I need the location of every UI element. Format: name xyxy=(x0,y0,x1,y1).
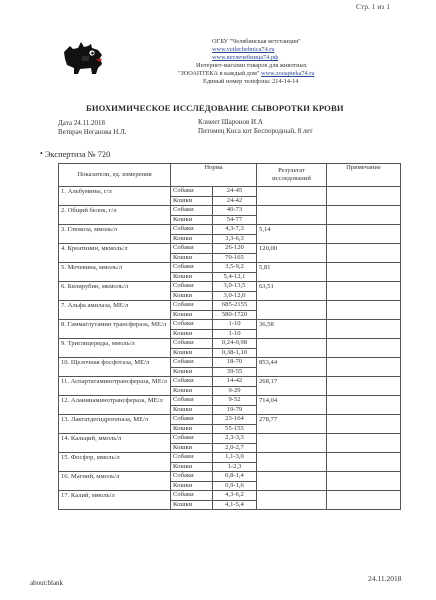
indicator-name: 12. Аланинаминотрансфераза, МЕ/л xyxy=(59,396,171,415)
norm-dogs: 9-52 xyxy=(213,396,257,406)
document-title: БИОХИМИЧЕСКОЕ ИССЛЕДОВАНИЕ СЫВОРОТКИ КРОВИ xyxy=(86,103,344,113)
footer-url: about:blank xyxy=(30,579,64,587)
species-cats: Кошки xyxy=(171,329,213,339)
table-row xyxy=(59,244,401,254)
norm-cats: 3,0-12,0 xyxy=(213,291,257,301)
table-row xyxy=(59,472,401,482)
norm-dogs: 40-73 xyxy=(213,206,257,216)
header-note: Примечание xyxy=(327,164,401,187)
result-value: 714,04 xyxy=(257,396,327,415)
species-cats: Кошки xyxy=(171,234,213,244)
indicator-name: 6. Билирубин, мкмоль/л xyxy=(59,282,171,301)
note-cell xyxy=(327,320,401,339)
client-name: Клиент Шаронов И.А xyxy=(198,118,263,126)
species-dogs: Собаки xyxy=(171,187,213,197)
species-dogs: Собаки xyxy=(171,206,213,216)
indicator-name: 9. Триглицериды, ммоль/л xyxy=(59,339,171,358)
indicator-name: 14. Кальций, ммоль/л xyxy=(59,434,171,453)
note-cell xyxy=(327,206,401,225)
norm-dogs: 4,3-7,3 xyxy=(213,225,257,235)
pet-info: Питомец Киса кот Беспородный, 8 лет xyxy=(198,127,313,135)
header-result: Результат исследований xyxy=(257,164,327,187)
indicator-name: 3. Глюкоза, ммоль/л xyxy=(59,225,171,244)
table-row xyxy=(59,491,401,501)
norm-dogs: 4,3-6,2 xyxy=(213,491,257,501)
species-dogs: Собаки xyxy=(171,339,213,349)
norm-cats: 9-29 xyxy=(213,386,257,396)
species-dogs: Собаки xyxy=(171,282,213,292)
note-cell xyxy=(327,282,401,301)
species-cats: Кошки xyxy=(171,272,213,282)
norm-dogs: 1-10 xyxy=(213,320,257,330)
scottish-terrier-logo-icon xyxy=(58,38,108,78)
species-dogs: Собаки xyxy=(171,453,213,463)
expertise-number: Экспертиза № 720 xyxy=(45,150,111,159)
table-row xyxy=(59,320,401,330)
note-cell xyxy=(327,187,401,206)
norm-dogs: 18-70 xyxy=(213,358,257,368)
result-value: 63,51 xyxy=(257,282,327,301)
species-cats: Кошки xyxy=(171,310,213,320)
species-dogs: Собаки xyxy=(171,491,213,501)
result-value: 278,77 xyxy=(257,415,327,434)
norm-dogs: 3,0-13,5 xyxy=(213,282,257,292)
species-cats: Кошки xyxy=(171,500,213,510)
result-value xyxy=(257,206,327,225)
footer-date: 24.11.2018 xyxy=(368,574,402,583)
species-cats: Кошки xyxy=(171,291,213,301)
species-dogs: Собаки xyxy=(171,472,213,482)
species-dogs: Собаки xyxy=(171,358,213,368)
table-row xyxy=(59,225,401,235)
result-value xyxy=(257,453,327,472)
species-cats: Кошки xyxy=(171,215,213,225)
indicator-name: 7. Альфа амилаза, МЕ/л xyxy=(59,301,171,320)
species-dogs: Собаки xyxy=(171,244,213,254)
result-value: 268,17 xyxy=(257,377,327,396)
species-dogs: Собаки xyxy=(171,320,213,330)
indicator-name: 1. Альбумины, г/л xyxy=(59,187,171,206)
norm-cats: 3,3-6,3 xyxy=(213,234,257,244)
norm-cats: 24-42 xyxy=(213,196,257,206)
exam-date: Дата 24.11.2018 xyxy=(58,119,105,127)
norm-dogs: 24-45 xyxy=(213,187,257,197)
result-value xyxy=(257,472,327,491)
species-cats: Кошки xyxy=(171,405,213,415)
clinic-site-rf-link[interactable]: www.ветлечебница74.рф xyxy=(212,54,279,61)
species-dogs: Собаки xyxy=(171,301,213,311)
result-value: 36,58 xyxy=(257,320,327,339)
species-cats: Кошки xyxy=(171,424,213,434)
table-row xyxy=(59,301,401,311)
norm-dogs: 685-2155 xyxy=(213,301,257,311)
clinic-phone: Единый номер телефона: 214-14-14 xyxy=(203,78,299,85)
norm-cats: 4,1-5,4 xyxy=(213,500,257,510)
note-cell xyxy=(327,225,401,244)
species-cats: Кошки xyxy=(171,196,213,206)
indicator-name: 17. Калий, ммоль/л xyxy=(59,491,171,510)
species-dogs: Собаки xyxy=(171,396,213,406)
note-cell xyxy=(327,377,401,396)
table-row xyxy=(59,396,401,406)
result-value xyxy=(257,187,327,206)
indicator-name: 10. Щелочная фосфотаза, МЕ/л xyxy=(59,358,171,377)
note-cell xyxy=(327,301,401,320)
note-cell xyxy=(327,472,401,491)
note-cell xyxy=(327,396,401,415)
norm-dogs: 0,24-0,98 xyxy=(213,339,257,349)
species-cats: Кошки xyxy=(171,367,213,377)
norm-cats: 70-165 xyxy=(213,253,257,263)
note-cell xyxy=(327,491,401,510)
table-row xyxy=(59,282,401,292)
norm-dogs: 14-42 xyxy=(213,377,257,387)
norm-cats: 55-155 xyxy=(213,424,257,434)
bullet-mark: • xyxy=(40,149,43,158)
norm-cats: 5,4-12,1 xyxy=(213,272,257,282)
table-row xyxy=(59,187,401,197)
norm-cats: 0,9-1,6 xyxy=(213,481,257,491)
indicator-name: 8. Гаммаглутамин трансфераза, МЕ/л xyxy=(59,320,171,339)
species-cats: Кошки xyxy=(171,462,213,472)
indicator-name: 5. Мочевина, ммоль/л xyxy=(59,263,171,282)
table-row xyxy=(59,263,401,273)
norm-dogs: 3,5-9,2 xyxy=(213,263,257,273)
norm-dogs: 23-164 xyxy=(213,415,257,425)
indicator-name: 4. Креатинин, мкмоль/л xyxy=(59,244,171,263)
result-value: 5,81 xyxy=(257,263,327,282)
indicator-name: 13. Лактатдегидрогеназа, МЕ/л xyxy=(59,415,171,434)
species-dogs: Собаки xyxy=(171,415,213,425)
species-dogs: Собаки xyxy=(171,263,213,273)
result-value: 120,00 xyxy=(257,244,327,263)
result-value xyxy=(257,301,327,320)
species-cats: Кошки xyxy=(171,481,213,491)
note-cell xyxy=(327,415,401,434)
species-cats: Кошки xyxy=(171,348,213,358)
note-cell xyxy=(327,434,401,453)
table-row xyxy=(59,206,401,216)
result-value xyxy=(257,339,327,358)
norm-cats: 0,38-1,10 xyxy=(213,348,257,358)
table-row xyxy=(59,453,401,463)
species-dogs: Собаки xyxy=(171,225,213,235)
norm-dogs: 26-120 xyxy=(213,244,257,254)
norm-dogs: 1,1-3,0 xyxy=(213,453,257,463)
norm-cats: 39-55 xyxy=(213,367,257,377)
table-row xyxy=(59,377,401,387)
indicator-name: 11. Аспартатаминотрансфераза, МЕ/л xyxy=(59,377,171,396)
zoo-site-link[interactable]: www.zooapteka74.ru xyxy=(261,70,315,77)
result-value: 5,14 xyxy=(257,225,327,244)
vet-name: Ветврач Неганова Н.Л. xyxy=(58,128,127,136)
clinic-name: ОГБУ "Челябинская ветстанция" xyxy=(212,38,301,45)
result-value xyxy=(257,434,327,453)
norm-cats: 19-79 xyxy=(213,405,257,415)
norm-cats: 2,0-2,7 xyxy=(213,443,257,453)
header-indicator: Показатели, ед. измерения xyxy=(59,164,171,187)
norm-dogs: 2,3-3,3 xyxy=(213,434,257,444)
table-row xyxy=(59,358,401,368)
indicator-name: 16. Магний, ммоль/л xyxy=(59,472,171,491)
species-cats: Кошки xyxy=(171,443,213,453)
norm-cats: 1-10 xyxy=(213,329,257,339)
note-cell xyxy=(327,339,401,358)
zoo-line xyxy=(178,70,314,77)
norm-dogs: 0,8-1,4 xyxy=(213,472,257,482)
note-cell xyxy=(327,244,401,263)
table-row xyxy=(59,339,401,349)
species-dogs: Собаки xyxy=(171,377,213,387)
species-cats: Кошки xyxy=(171,386,213,396)
shop-line: Интернет-магазин товаров для животных xyxy=(196,62,307,69)
species-dogs: Собаки xyxy=(171,434,213,444)
table-row xyxy=(59,434,401,444)
zoo-text: "ЗООАПТЕКА в каждый дом" xyxy=(178,70,260,77)
indicator-name: 2. Общий белок, г/л xyxy=(59,206,171,225)
results-table xyxy=(58,163,401,510)
result-value: 853,44 xyxy=(257,358,327,377)
norm-cats: 1-2,3 xyxy=(213,462,257,472)
page-counter: Стр. 1 из 1 xyxy=(356,2,390,11)
norm-cats: 54-77 xyxy=(213,215,257,225)
norm-cats: 580-1720 xyxy=(213,310,257,320)
note-cell xyxy=(327,263,401,282)
result-value xyxy=(257,491,327,510)
table-row xyxy=(59,415,401,425)
clinic-site-link[interactable]: www.vetlechebnica74.ru xyxy=(212,46,275,53)
note-cell xyxy=(327,358,401,377)
indicator-name: 15. Фосфор, ммоль/л xyxy=(59,453,171,472)
note-cell xyxy=(327,453,401,472)
species-cats: Кошки xyxy=(171,253,213,263)
header-norm: Норма xyxy=(171,164,257,187)
table-header-row xyxy=(59,164,401,187)
